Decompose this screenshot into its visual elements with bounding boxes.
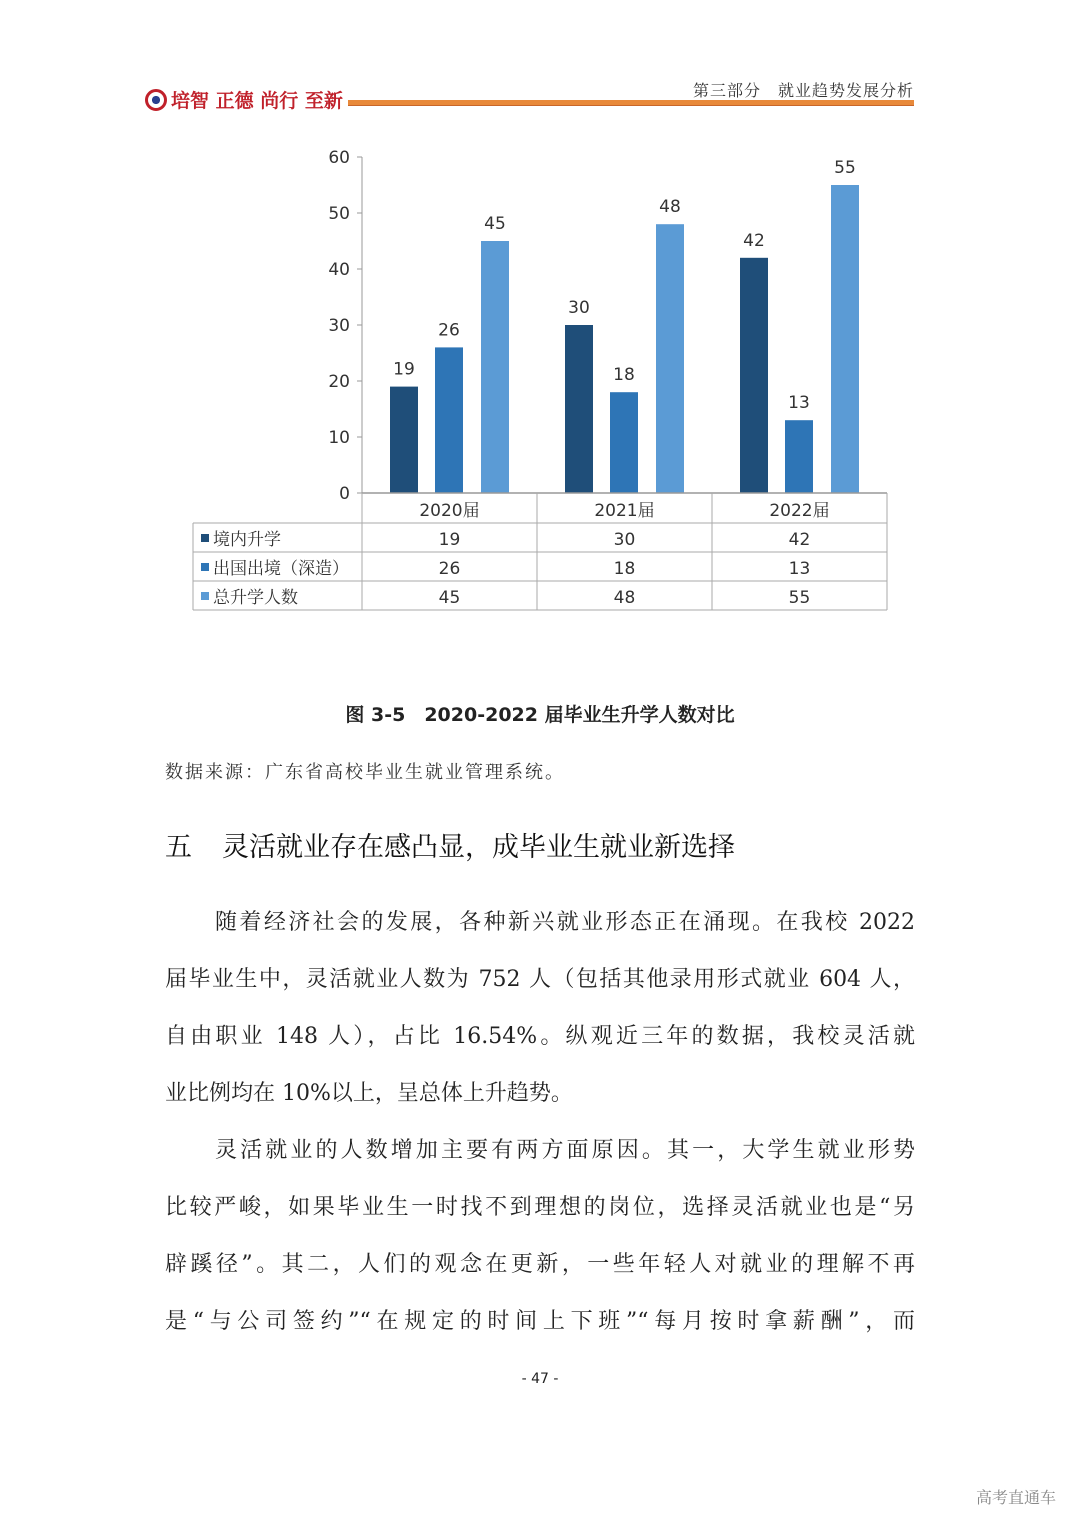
- y-tick-label: 20: [328, 372, 350, 392]
- bar: [565, 325, 593, 493]
- bar: [610, 392, 638, 493]
- section-heading: [165, 825, 735, 864]
- header-section-title: 第三部分 就业趋势发展分析: [692, 81, 914, 100]
- table-value: 30: [613, 530, 636, 550]
- paragraph-line: 是“与公司签约”“在规定的时间上下班”“每月按时拿薪酬”，而: [165, 1309, 915, 1334]
- category-label: 2020届: [419, 501, 480, 521]
- table-value: 19: [438, 530, 461, 550]
- watermark: 高考直通车: [975, 1488, 1056, 1507]
- legend-label: 总升学人数: [213, 588, 298, 608]
- bar: [656, 224, 684, 493]
- y-tick-label: 0: [339, 484, 350, 504]
- bar: [435, 347, 463, 493]
- paragraph-line: 辟蹊径”。其二，人们的观念在更新，一些年轻人对就业的理解不再: [165, 1252, 915, 1277]
- category-label: 2022届: [769, 501, 830, 521]
- bar: [390, 387, 418, 493]
- legend-swatch: [201, 563, 209, 571]
- y-tick-label: 50: [328, 204, 350, 224]
- paragraph-line: 灵活就业的人数增加主要有两方面原因。其一，大学生就业形势: [215, 1138, 915, 1163]
- legend-label: 出国出境（深造）: [213, 559, 349, 579]
- data-label: 18: [613, 365, 635, 386]
- table-value: 45: [438, 588, 461, 608]
- page-number: - 47 -: [521, 1371, 559, 1387]
- paragraph-line: 届毕业生中，灵活就业人数为 752 人（包括其他录用形式就业 604 人，: [165, 967, 915, 992]
- legend-label: 境内升学: [213, 530, 281, 550]
- bar: [785, 420, 813, 493]
- data-label: 45: [484, 214, 506, 234]
- legend-swatch: [201, 534, 209, 542]
- paragraph-line: 自由职业 148 人），占比 16.54%。纵观近三年的数据，我校灵活就: [165, 1024, 915, 1049]
- data-label: 48: [659, 197, 681, 218]
- table-value: 48: [613, 588, 636, 608]
- category-label: 2021届: [594, 501, 655, 521]
- data-label: 13: [788, 393, 810, 414]
- data-label: 26: [438, 320, 460, 341]
- paragraph-line: 业比例均在 10%以上，呈总体上升趋势。: [165, 1081, 573, 1106]
- table-value: 26: [438, 559, 461, 579]
- bar: [740, 258, 768, 493]
- paragraph-line: 随着经济社会的发展，各种新兴就业形态正在涌现。在我校 2022: [215, 910, 915, 935]
- bar: [831, 185, 859, 493]
- section-number: 五: [165, 832, 192, 863]
- data-source: 数据来源：广东省高校毕业生就业管理系统。: [165, 762, 565, 783]
- legend-swatch: [201, 592, 209, 600]
- y-tick-label: 60: [328, 148, 350, 168]
- table-value: 42: [788, 530, 811, 550]
- data-label: 55: [834, 158, 856, 178]
- logo-text: 培智 正德 尚行 至新: [171, 90, 343, 112]
- section-title: 灵活就业存在感凸显，成毕业生就业新选择: [222, 832, 735, 863]
- table-value: 13: [788, 559, 811, 579]
- data-label: 30: [568, 298, 590, 318]
- y-tick-label: 30: [328, 316, 350, 336]
- bar: [481, 241, 509, 493]
- bar-chart: [0, 0, 1080, 640]
- table-value: 18: [613, 559, 636, 579]
- y-tick-label: 40: [328, 260, 350, 280]
- data-label: 42: [743, 230, 765, 251]
- paragraph-line: 比较严峻，如果毕业生一时找不到理想的岗位，选择灵活就业也是“另: [165, 1195, 915, 1220]
- table-value: 55: [788, 588, 811, 608]
- data-label: 19: [393, 359, 415, 380]
- y-tick-label: 10: [328, 428, 350, 448]
- figure-caption: 图 3-5 2020-2022 届毕业生升学人数对比: [345, 704, 735, 726]
